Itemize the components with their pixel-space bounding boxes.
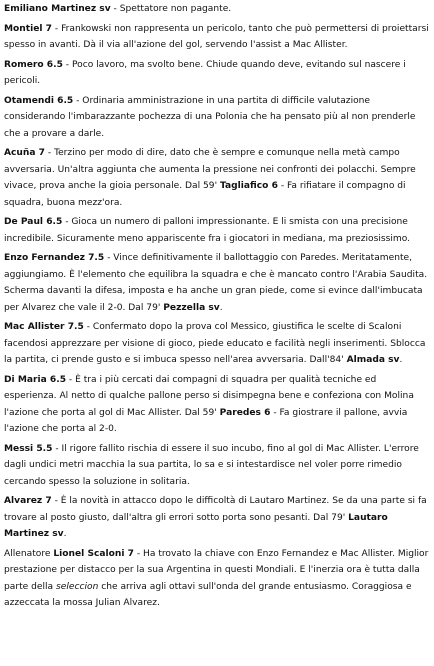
rating-paragraph [4,372,430,438]
rating-comment: - Ordinaria amministrazione in una partita di difficile valutazione considerando l'imbarazzante pochezza di una Polonia che ha pensato più al non prenderle che a provare a darle. [4,95,416,139]
rating-comment: - Ha trovato la chiave con Enzo Fernandez e Mac Allister. Miglior prestazione per distacco per la sua Argentina in questi Mondiali. E l'inerzia ora è tutta dalla parte della [4,548,429,592]
player-rating: Emiliano Martinez sv [4,4,111,14]
rating-paragraph [4,250,430,316]
coach-prefix: Allenatore [4,548,54,559]
player-rating: Messi 5.5 [4,443,53,454]
substitute-comment: . [219,302,223,313]
substitute-comment: - Fa rifiatare il compagno di squadra, buona mezz'ora. [4,181,406,208]
substitute-rating: Tagliafico 6 [220,181,278,191]
rating-comment: - È tra i più cercati dai compagni di squadra per qualità tecniche ed esperienza. Al netto di qualche pallone perso si disimpegna bene e confeziona con Molina l'azione che porta al gol di Mac Allister. Dal 59' [4,374,414,418]
rating-comment: - Spettatore non pagante. [110,4,232,14]
rating-comment: - È la novità in attacco dopo le difficoltà di Lautaro Martinez. Se da una parte si fa trovare al posto giusto, dall'altra gli errori sotto porta sono pesanti. Dal 79' [4,496,427,523]
rating-comment: - Il rigore fallito rischia di essere il suo incubo, fino al gol di Mac Allister. L'errore dagli undici metri macchia la sua partita, lo sa e si intestardisce nel voler porre rimedio cercando spesso la soluzione in solitaria. [4,443,419,487]
substitute-comment: . [63,529,67,539]
substitute-rating: Lautaro Martinez sv [4,512,388,539]
rating-paragraph [4,546,430,612]
substitute-rating: Pezzella sv [163,302,220,313]
player-rating: Enzo Fernandez 7.5 [4,253,105,263]
rating-paragraph [4,57,430,90]
rating-paragraph [4,214,430,247]
player-rating: Acuña 7 [4,148,46,158]
coach-rating: Lionel Scaloni 7 [53,548,134,559]
rating-comment: - Frankowski non rappresenta un pericolo, tanto che può permettersi di proiettarsi spesso in avanti. Dà il via all'azione del gol, servendo l'assist a Mac Allister. [4,23,429,50]
rating-comment: - Gioca un numero di palloni impressionante. E li smista con una precisione incredibile. Sicuramente meno appariscente fra i giocatori in mediana, ma preziosissimo. [4,217,411,244]
substitute-comment: . [399,355,403,365]
substitute-comment: - Fa giostrare il pallone, avvia l'azione che porta al 2-0. [4,407,408,434]
player-rating: Di Maria 6.5 [4,374,67,385]
substitute-rating: Almada sv [346,355,400,365]
player-rating: Romero 6.5 [4,59,63,70]
rating-comment: - Vince definitivamente il ballottaggio con Paredes. Meritatamente, aggiungiamo. È l'elemento che equilibra la squadra e che è mancato contro l'Arabia Saudita. Scherma davanti la difesa, imposta e ha anche un gran piede, come si evince dall'imbucata per Alvarez che vale il 2-0. Dal 79' [4,253,428,313]
player-rating: Otamendi 6.5 [4,95,74,106]
rating-comment: - Poco lavoro, ma svolto bene. Chiude quando deve, evitando sul nascere i pericoli. [4,59,406,86]
italic-term: seleccion [56,581,99,592]
rating-comment-end: che arriva agli ottavi sull'onda del grande entusiasmo. Coraggiosa e azzeccata la mossa Julian Alvarez. [4,581,412,608]
player-rating: Mac Allister 7.5 [4,322,84,332]
rating-paragraph [4,145,430,211]
rating-paragraph [4,21,430,54]
rating-paragraph [4,1,430,18]
player-rating: Alvarez 7 [4,496,52,506]
rating-paragraph [4,441,430,491]
rating-comment: - Confermato dopo la prova col Messico, giustifica le scelte di Scaloni facendosi apprezzare per visione di gioco, piede educato e facilità negli inserimenti. Sblocca la partita, ci prende gusto e si imbuca spesso nell'area avversaria. Dall'84' [4,322,426,365]
player-rating: Montiel 7 [4,23,53,34]
player-rating: De Paul 6.5 [4,217,63,227]
rating-paragraph [4,93,430,143]
rating-paragraph [4,493,430,543]
rating-comment: - Terzino per modo di dire, dato che è sempre e comunque nella metà campo avversaria. Un'altra aggiunta che aumenta la pressione nei confronti dei polacchi. Sempre vivace, prova anche la gioia personale. Dal 59' [4,148,416,191]
substitute-rating: Paredes 6 [219,407,271,418]
rating-paragraph [4,319,430,369]
